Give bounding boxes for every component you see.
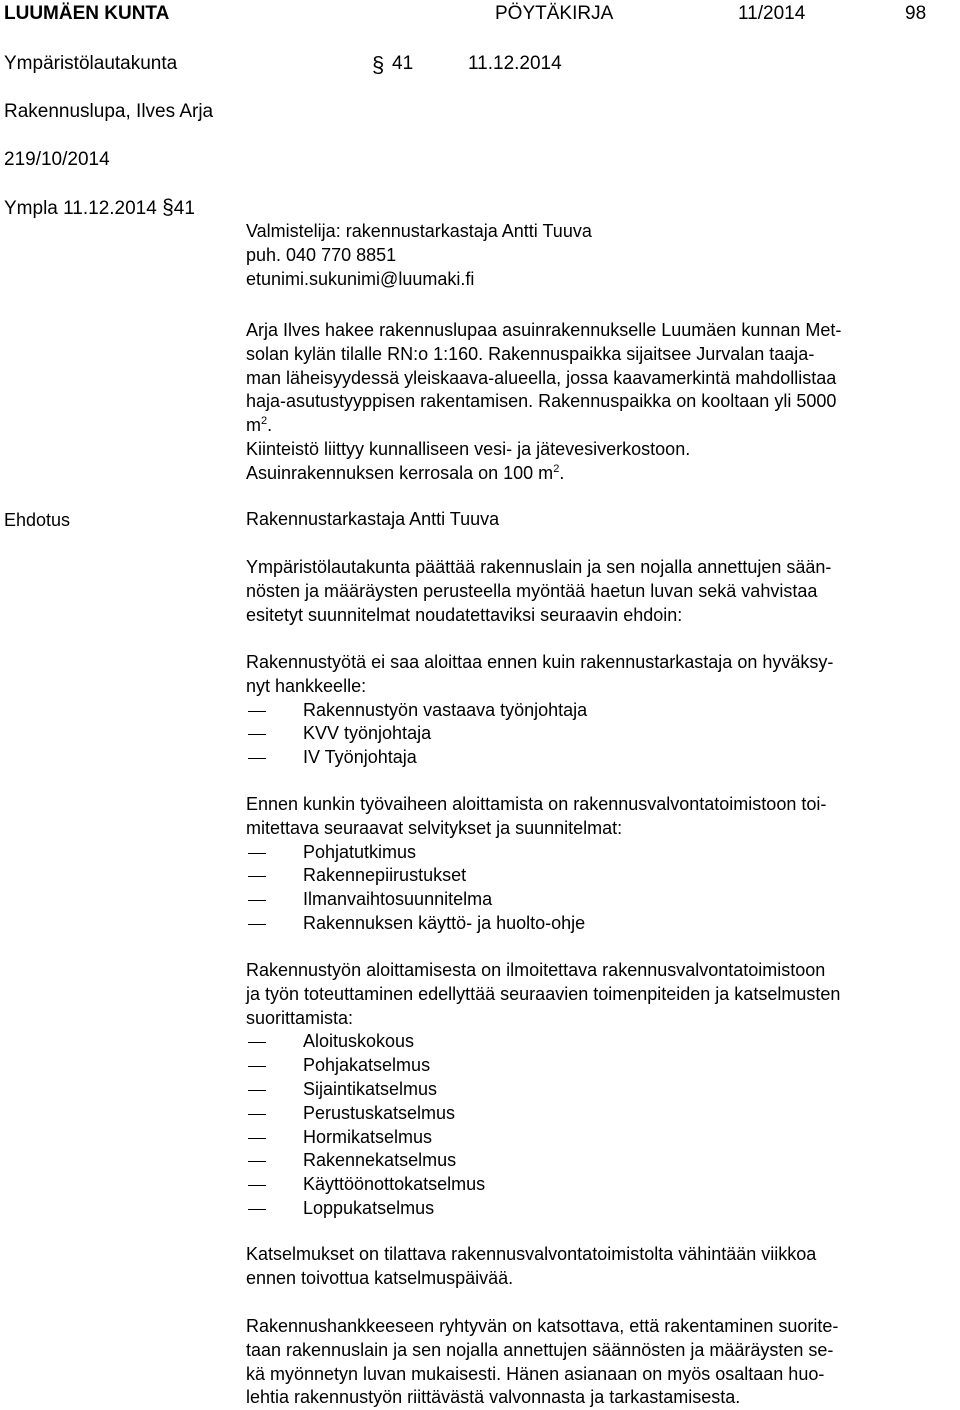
order-block — [246, 1243, 936, 1291]
preparer-block — [246, 220, 936, 291]
list-item: Perustuskatselmus — [246, 1102, 936, 1126]
board-name: Ympäristölautakunta — [4, 53, 178, 74]
approval-line: Rakennustyötä ei saa aloittaa ennen kuin rakennustarkastaja on hyväksy- — [246, 652, 834, 672]
subject-title: Rakennuslupa, Ilves Arja — [4, 101, 214, 122]
list-item: Rakennepiirustukset — [246, 864, 936, 888]
file-number: 219/10/2014 — [4, 149, 110, 170]
order-line: ennen toivottua katselmuspäivää. — [246, 1267, 514, 1288]
responsibility-block — [246, 1315, 936, 1410]
dash-bullet-icon — [248, 1209, 266, 1210]
dash-bullet-icon — [248, 876, 266, 877]
page-number: 98 — [905, 3, 927, 24]
description-line: Arja Ilves hakee rakennuslupaa asuinrakennukselle Luumäen kunnan Met- — [246, 320, 842, 340]
list-item: Pohjakatselmus — [246, 1054, 936, 1078]
svg-text:§: § — [372, 52, 385, 77]
reports-block — [246, 793, 936, 936]
decision-block — [246, 556, 936, 627]
description-line: solan kylän tilalle RN:o 1:160. Rakennuspaikka sijaitsee Jurvalan taaja- — [246, 343, 815, 364]
dash-bullet-icon — [248, 853, 266, 854]
dash-bullet-icon — [248, 1066, 266, 1067]
responsibility-line: taan rakennuslain ja sen nojalla annettujen säännösten ja määräysten se- — [246, 1339, 834, 1360]
proposer-name: Rakennustarkastaja Antti Tuuva — [246, 509, 500, 529]
proposal-block — [246, 508, 936, 532]
decision-line: nösten ja määräysten perusteella myöntää haetun luvan sekä vahvistaa — [246, 580, 818, 601]
description-floor-area: Asuinrakennuksen kerrosala on 100 $m^2$. — [246, 462, 565, 483]
dash-bullet-icon — [248, 924, 266, 925]
inspections-line: ja työn toteuttaminen edellyttää seuraavien toimenpiteiden ja katselmusten — [246, 983, 841, 1004]
document-type: PÖYTÄKIRJA — [495, 3, 614, 24]
dash-bullet-icon — [248, 900, 266, 901]
dash-bullet-icon — [248, 1161, 266, 1162]
description-area-unit: $m^2$. — [246, 415, 273, 436]
list-item: Rakennekatselmus — [246, 1149, 936, 1173]
section-sign-icon — [372, 50, 386, 78]
municipality-name: LUUMÄEN KUNTA — [4, 3, 170, 24]
dash-bullet-icon — [248, 758, 266, 759]
dash-bullet-icon — [248, 711, 266, 712]
document-number: 11/2014 — [738, 3, 806, 24]
dash-bullet-icon — [248, 1090, 266, 1091]
description-block — [246, 319, 936, 486]
approval-line: nyt hankkeelle: — [246, 675, 367, 696]
section-sign-icon: § — [162, 196, 174, 219]
list-item: Käyttöönottokatselmus — [246, 1173, 936, 1197]
list-item: Pohjatutkimus — [246, 841, 936, 865]
dash-bullet-icon — [248, 1114, 266, 1115]
description-line: man läheisyydessä yleiskaava-alueella, jossa kaavamerkintä mahdollistaa — [246, 367, 837, 388]
list-item: Aloituskokous — [246, 1030, 936, 1054]
responsibility-line: lehtia rakennustyön riittävästä valvonnasta ja tarkastamisesta. — [246, 1387, 741, 1408]
list-item: Loppukatselmus — [246, 1197, 936, 1221]
reports-line: Ennen kunkin työvaiheen aloittamista on rakennusvalvontatoimistoon toi- — [246, 794, 827, 814]
list-item: Sijaintikatselmus — [246, 1078, 936, 1102]
meeting-date: 11.12.2014 — [468, 53, 562, 74]
dash-bullet-icon — [248, 734, 266, 735]
description-line: haja-asutustyyppisen rakentamisen. Rakennuspaikka on kooltaan yli 5000 — [246, 391, 837, 412]
order-line: Katselmukset on tilattava rakennusvalvontatoimistolta vähintään viikkoa — [246, 1244, 817, 1264]
inspections-block — [246, 959, 936, 1221]
reports-line: mitettava seuraavat selvitykset ja suunnitelmat: — [246, 817, 623, 838]
responsibility-line: kä myönnetyn luvan mukaisesti. Hänen asianaan on myös osaltaan huo- — [246, 1363, 825, 1384]
reference-section: 41 — [173, 198, 195, 219]
reference-board-date: Ympla 11.12.2014 — [4, 198, 157, 219]
dash-bullet-icon — [248, 1042, 266, 1043]
section-number: 41 — [392, 53, 414, 74]
preparer-email: etunimi.sukunimi@luumaki.fi — [246, 268, 475, 289]
preparer-phone: puh. 040 770 8851 — [246, 244, 397, 265]
list-item: IV Työnjohtaja — [246, 746, 936, 770]
description-water: Kiinteistö liittyy kunnalliseen vesi- ja jätevesiverkostoon. — [246, 438, 691, 459]
approval-block — [246, 651, 936, 770]
reference-line — [4, 196, 195, 221]
decision-line: esitetyt suunnitelmat noudatettaviksi seuraavin ehdoin: — [246, 604, 683, 625]
list-item: KVV työnjohtaja — [246, 722, 936, 746]
dash-bullet-icon — [248, 1185, 266, 1186]
list-item: Rakennustyön vastaava työnjohtaja — [246, 699, 936, 723]
list-item: Ilmanvaihtosuunnitelma — [246, 888, 936, 912]
preparer-name: Valmistelija: rakennustarkastaja Antti Tuuva — [246, 221, 592, 241]
list-item: Hormikatselmus — [246, 1126, 936, 1150]
decision-line: Ympäristölautakunta päättää rakennuslain ja sen nojalla annettujen sään- — [246, 557, 832, 577]
responsibility-line: Rakennushankkeeseen ryhtyvän on katsottava, että rakentaminen suorite- — [246, 1316, 839, 1336]
inspections-line: Rakennustyön aloittamisesta on ilmoitettava rakennusvalvontatoimistoon — [246, 960, 826, 980]
list-item: Rakennuksen käyttö- ja huolto-ohje — [246, 912, 936, 936]
dash-bullet-icon — [248, 1138, 266, 1139]
inspections-line: suorittamista: — [246, 1007, 354, 1028]
proposal-label: Ehdotus — [4, 510, 71, 530]
